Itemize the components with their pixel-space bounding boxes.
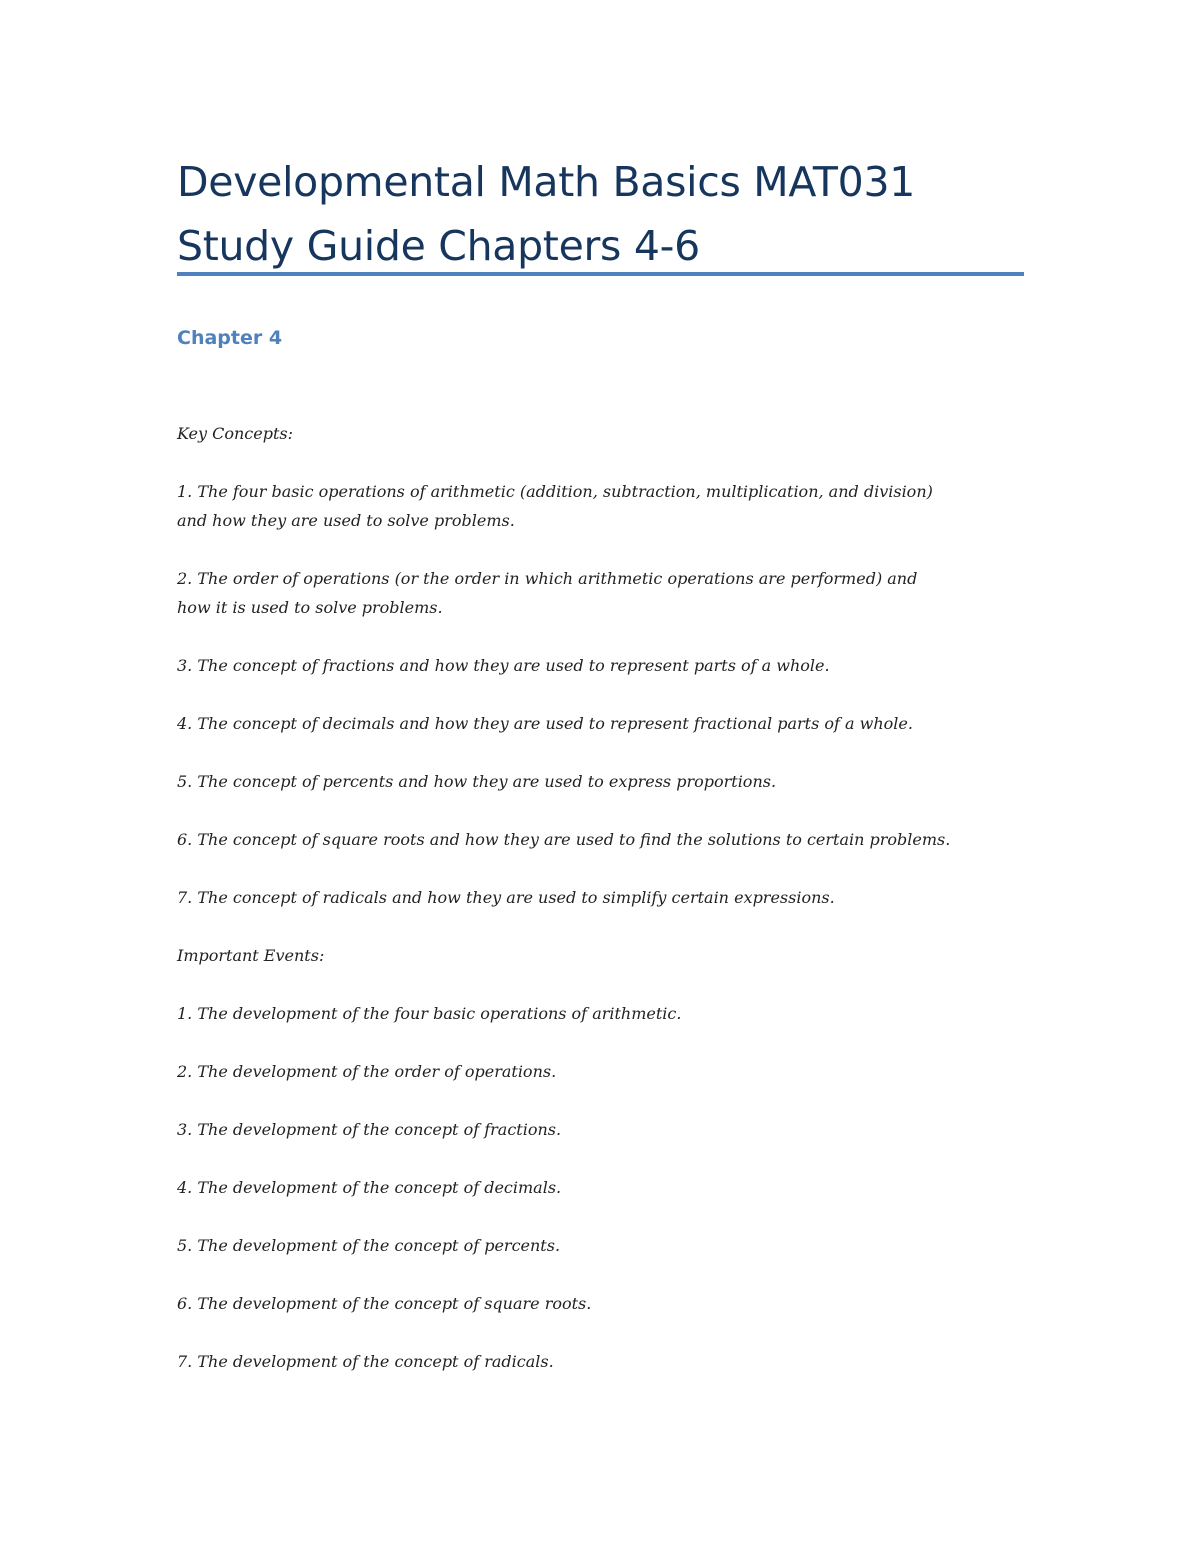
key-concept-1-line-1: 1. The four basic operations of arithmetic (addition, subtraction, multiplication, and division) [177,482,933,501]
important-events-label: Important Events: [177,946,325,965]
key-concept-item-3: 3. The concept of fractions and how they are used to represent parts of a whole. [177,656,830,675]
key-concept-2-line-1: 2. The order of operations (or the order in which arithmetic operations are performed) and [177,569,918,588]
important-event-item-5: 5. The development of the concept of percents. [177,1236,561,1255]
title-line-1: Developmental Math Basics MAT031 [177,158,916,206]
important-event-item-3: 3. The development of the concept of fractions. [177,1120,562,1139]
document-title [177,150,1027,278]
key-concepts-label: Key Concepts: [177,424,293,443]
key-concept-2-line-2: how it is used to solve problems. [177,598,443,617]
important-event-item-7: 7. The development of the concept of radicals. [177,1352,554,1371]
chapter-heading: Chapter 4 [177,327,283,349]
key-concept-1-line-2: and how they are used to solve problems. [177,511,515,530]
title-underline-rule [177,272,1024,276]
important-event-item-1: 1. The development of the four basic operations of arithmetic. [177,1004,682,1023]
key-concept-item-4: 4. The concept of decimals and how they are used to represent fractional parts of a whole. [177,714,913,733]
important-event-item-2: 2. The development of the order of operations. [177,1062,557,1081]
key-concept-item-1 [177,477,1027,535]
important-event-item-6: 6. The development of the concept of square roots. [177,1294,592,1313]
key-concept-item-5: 5. The concept of percents and how they are used to express proportions. [177,772,777,791]
key-concept-item-6: 6. The concept of square roots and how they are used to find the solutions to certain problems. [177,830,951,849]
key-concept-item-2 [177,564,1027,622]
key-concept-item-7: 7. The concept of radicals and how they are used to simplify certain expressions. [177,888,835,907]
title-line-2: Study Guide Chapters 4-6 [177,222,700,270]
important-event-item-4: 4. The development of the concept of decimals. [177,1178,562,1197]
